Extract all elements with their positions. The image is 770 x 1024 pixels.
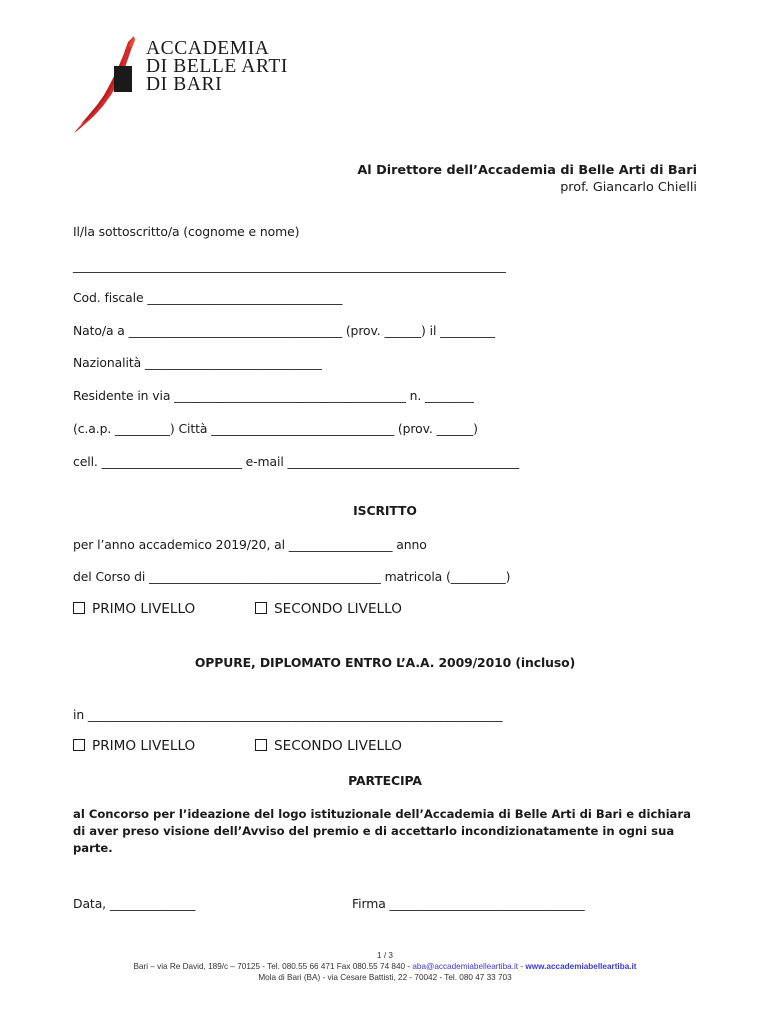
participates-heading: PARTECIPA <box>348 773 422 788</box>
footer-address: Bari – via Re David, 189/c – 70125 - Tel. 080.55 66 471 Fax 080.55 74 840 - <box>133 962 413 971</box>
logo-line-3: DI BARI <box>146 74 223 95</box>
course-field[interactable]: del Corso di ______________________________________ matricola (_________) <box>73 569 511 584</box>
date-field[interactable]: Data, ______________ <box>73 896 196 911</box>
declaration-paragraph: al Concorso per l’ideazione del logo istituzionale dell’Accademia di Belle Arti di Bari e dichiara di aver preso visione dell’Avviso del premio e di accettarlo incondizionatamente in ogni sua parte. <box>73 807 691 855</box>
logo-line-1: ACCADEMIA <box>146 38 270 59</box>
contacts-field[interactable]: cell. _______________________ e-mail ______________________________________ <box>73 454 520 469</box>
logo-line-2: DI BELLE ARTI <box>146 56 289 77</box>
option-label: PRIMO LIVELLO <box>92 601 196 617</box>
nationality-field[interactable]: Nazionalità _____________________________ <box>73 355 322 370</box>
graduated-option-first-level[interactable] <box>73 738 195 754</box>
addressee-name: prof. Giancarlo Chielli <box>560 180 697 195</box>
footer-email-link[interactable]: aba@accademiabelleartiba.it <box>412 962 519 971</box>
checkbox[interactable] <box>73 602 85 614</box>
checkbox[interactable] <box>255 602 267 614</box>
signature-field[interactable]: Firma ________________________________ <box>352 896 585 911</box>
checkbox[interactable] <box>73 739 85 751</box>
checkbox[interactable] <box>255 739 267 751</box>
cap-city-field[interactable]: (c.a.p. _________) Città ______________________________ (prov. ______) <box>73 421 478 436</box>
footer-separator: - <box>518 962 526 971</box>
option-label: PRIMO LIVELLO <box>92 738 196 754</box>
brush-stroke-icon <box>70 34 140 136</box>
logo <box>70 34 289 136</box>
undersigned-label: Il/la sottoscritto/a (cognome e nome) <box>73 224 300 239</box>
footer-branch-address: Mola di Bari (BA) - via Cesare Battisti, 22 - 70042 - Tel. 080 47 33 703 <box>258 973 512 982</box>
addressee-title: Al Direttore dell’Accademia di Belle Arti di Bari <box>357 163 697 178</box>
name-line[interactable]: _______________________________________________________________________ <box>73 258 506 273</box>
tax-code-field[interactable]: Cod. fiscale ________________________________ <box>73 290 343 305</box>
enrolled-option-second-level[interactable] <box>255 601 402 617</box>
footer-address-line <box>0 962 770 971</box>
graduated-option-second-level[interactable] <box>255 738 402 754</box>
graduated-heading: OPPURE, DIPLOMATO ENTRO L’A.A. 2009/2010 (incluso) <box>194 655 576 670</box>
academic-year-field[interactable]: per l’anno accademico 2019/20, al _________________ anno <box>73 537 427 552</box>
option-label: SECONDO LIVELLO <box>274 601 402 617</box>
residence-field[interactable]: Residente in via ______________________________________ n. ________ <box>73 388 474 403</box>
graduated-in-field[interactable]: in ____________________________________________________________________ <box>73 707 503 722</box>
option-label: SECONDO LIVELLO <box>274 738 402 754</box>
birth-field[interactable]: Nato/a a ___________________________________ (prov. ______) il _________ <box>73 323 495 338</box>
footer-website-link[interactable]: www.accademiabelleartiba.it <box>525 962 637 971</box>
enrolled-option-first-level[interactable] <box>73 601 195 617</box>
page-number: 1 / 3 <box>377 951 393 960</box>
enrolled-heading: ISCRITTO <box>353 503 417 518</box>
